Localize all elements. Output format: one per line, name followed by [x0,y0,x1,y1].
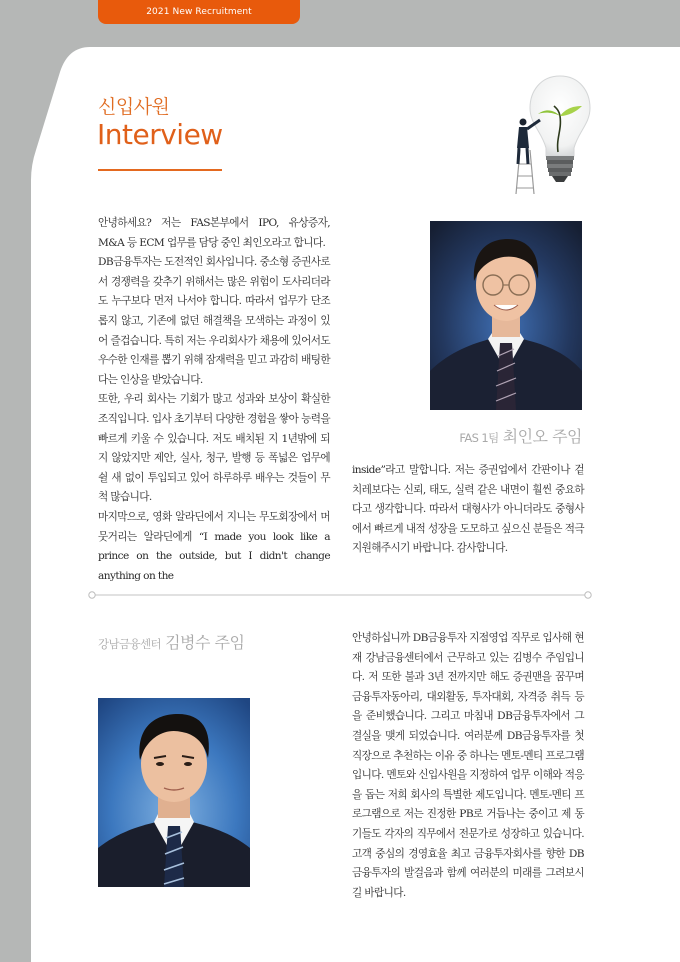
portrait-photo-choi [430,221,582,410]
interview-1-paragraph: 안녕하세요? 저는 FAS본부에서 IPO, 유상증자, M&A 등 ECM 업무를 담당 중인 최인오라고 합니다. [98,217,330,249]
section-tab: 2021 New Recruitment [98,0,300,24]
interviewee-2-team: 강남금융센터 [98,637,162,651]
interview-1-paragraph: inside”라고 말합니다. 저는 증권업에서 간판이나 겉치레보다는 신뢰, 태도, 실력 같은 내면이 훨씬 중요하다고 생각합니다. 따라서 대형사가 아니더라도 중형사에서 빠르게 내적 성장을 도모하고 싶으신 분들은 적극 지원해주시기 바랍니다. 감사합니다. [352,464,584,555]
interview-1-body [98,214,330,586]
section-divider [88,591,592,599]
portrait-photo-kim [98,698,250,887]
person-photo-icon [430,221,582,410]
interview-2-body [352,629,584,903]
interviewee-1-name: 최인오 주임 [502,427,582,446]
interviewee-1-team: FAS 1팀 [459,431,499,445]
interview-1-paragraph: 또한, 우리 회사는 기회가 많고 성과와 보상이 확실한 조직입니다. 입사 초기부터 다양한 경험을 쌓아 능력을 빠르게 키울 수 있습니다. 저도 배치된 지 1년밖에 되지 않았지만 제안, 실사, 청구, 발행 등 폭넓은 업무에 쉴 새 없이 투입되고 있어 하루하루 배우는 것들이 무척 많습니다. [98,393,330,504]
title-underline [98,169,222,171]
interview-2-paragraph: 안녕하십니까 DB금융투자 지점영업 직무로 입사해 현재 강남금융센터에서 근무하고 있는 김병수 주임입니다. 저 또한 불과 3년 전까지만 해도 증권맨을 꿈꾸며 금융투자동아리, 대외활동, 투자대회, 자격증 취득 등을 준비했습니다. 그리고 마침내 DB금융투자에서 그 결실을 맺게 되었습니다. 여러분께 DB금융투자를 첫 직장으로 추천하는 이유 중 하나는 멘토-멘티 프로그램입니다. 멘토와 신입사원을 지정하여 업무 이해와 적응을 돕는 저희 회사의 특별한 제도입니다. 멘토-멘티 프로그램으로 저는 진정한 PB로 거듭나는 중이고 제 동기들도 각자의 직무에서 전문가로 성장하고 있습니다. 고객 중심의 경영효율 최고 금융투자회사를 향한 DB금융투자의 발걸음과 함께 여러분의 미래를 그려보시길 바랍니다. [352,632,584,899]
interview-1-continuation [352,461,584,559]
person-photo-icon [98,698,250,887]
title-english: Interview [97,118,223,151]
title-korean: 신입사원 [98,96,170,118]
interviewee-2-name: 김병수 주임 [165,633,245,652]
interviewee-2-caption [98,630,244,653]
interviewee-1-caption [459,424,582,447]
lightbulb-with-sprout-icon [508,72,592,196]
interview-1-paragraph: DB금융투자는 도전적인 회사입니다. 중소형 증권사로서 경쟁력을 갖추기 위해서는 많은 위험이 도사리더라도 누구보다 먼저 나서야 합니다. 따라서 업무가 단조롭지 않고, 기존에 없던 해결책을 모색하는 과정이 있어 즐겁습니다. 특히 저는 우리회사가 채용에 있어서도 우수한 인재를 뽑기 위해 잠재력을 믿고 과감히 배팅한다는 인상을 받았습니다. [98,256,330,386]
interview-1-paragraph: 마지막으로, 영화 알라딘에서 지니는 무도회장에서 머뭇거리는 알라딘에게 “I made you look like a prince on the outside, but I didn't change anything on the [98,510,330,582]
